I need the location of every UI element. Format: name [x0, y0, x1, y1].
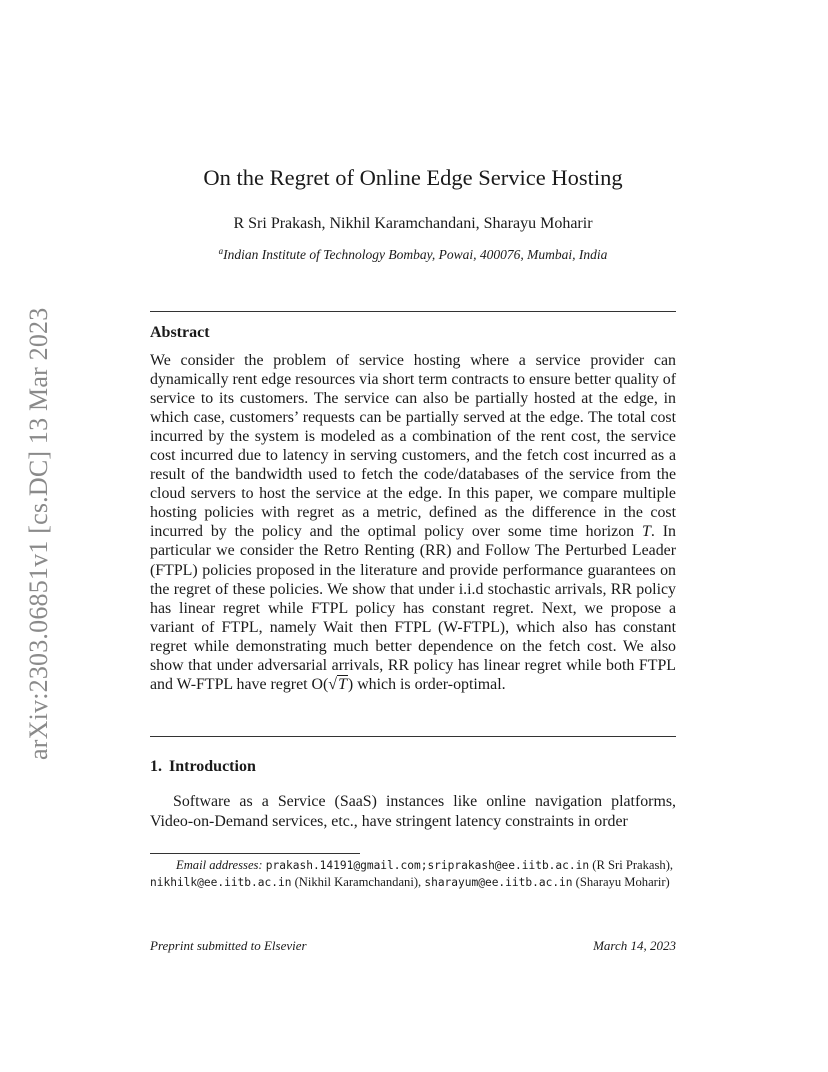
affiliation-text: Indian Institute of Technology Bombay, Powai, 400076, Mumbai, India — [223, 247, 608, 262]
email-prakash[interactable]: prakash.14191@gmail.com;sriprakash@ee.iitb.ac.in — [265, 859, 590, 872]
abstract-top-rule — [150, 311, 676, 312]
preprint-date: March 14, 2023 — [593, 938, 676, 953]
affiliation-marker: a — [218, 246, 224, 256]
footnote-name-nikhil: (Nikhil Karamchandani), — [291, 875, 425, 889]
footnote-name-prakash: (R Sri Prakash), — [589, 858, 674, 872]
footnote-emails — [150, 857, 676, 891]
section-title: Introduction — [169, 758, 256, 775]
paper-title: On the Regret of Online Edge Service Hosting — [203, 165, 623, 190]
abstract-text-part2: . In particular we consider the Retro Renting (RR) and Follow The Perturbed Leader (FTPL) policies proposed in the literature and provide performance guarantees on the regret of these policies. We show that under i.i.d stochastic arrivals, RR policy has linear regret while FTPL policy has constant regret. Next, we propose a variant of FTPL, namely Wait then FTPL (W-FTPL), which also has constant regret while demonstrating much better dependence on the fetch cost. We also show that under adversarial arrivals, RR policy has linear regret while both FTPL and W-FTPL have regret — [150, 523, 676, 693]
footnote-rule — [150, 853, 360, 854]
abstract-text-part3: which is order-optimal. — [353, 675, 506, 693]
footnote-name-sharayu: (Sharayu Moharir) — [572, 875, 670, 889]
bound-suffix: ) — [347, 675, 354, 693]
sqrt-argument: T — [338, 675, 347, 693]
arxiv-identifier: arXiv:2303.06851v1 [cs.DC] 13 Mar 2023 — [24, 307, 53, 760]
abstract-body — [150, 351, 676, 694]
affiliation — [150, 246, 676, 263]
footnote-label: Email addresses: — [176, 858, 263, 872]
bound-prefix: O( — [311, 675, 329, 693]
introduction-paragraph: Software as a Service (SaaS) instances like online navigation platforms, Video-on-Demand services, etc., have stringent latency constraints in order — [150, 793, 676, 830]
email-sharayu[interactable]: sharayum@ee.iitb.ac.in — [424, 876, 573, 889]
abstract-heading: Abstract — [150, 324, 210, 341]
author-list: R Sri Prakash, Nikhil Karamchandani, Sharayu Moharir — [233, 215, 593, 232]
section-heading-introduction — [150, 758, 256, 776]
email-nikhil[interactable]: nikhilk@ee.iitb.ac.in — [150, 876, 292, 889]
abstract-bottom-rule — [150, 736, 676, 737]
abstract-text-part1: We consider the problem of service hosting where a service provider can dynamically rent edge resources via short term contracts to ensure better quality of service to its customers. The service can also be partially hosted at the edge, in which case, customers’ requests can be partially served at the edge. The total cost incurred by the system is modeled as a combination of the rent cost, the service cost incurred due to latency in serving customers, and the fetch cost incurred as a result of the bandwidth used to fetch the code/databases of the service from the cloud servers to host the service at the edge. In this paper, we compare multiple hosting policies with regret as a metric, defined as the difference in the cost incurred by the policy and the optimal policy over some time horizon — [150, 352, 676, 541]
regret-bound — [312, 675, 354, 693]
preprint-note: Preprint submitted to Elsevier — [150, 938, 307, 953]
sqrt-sign: √ — [328, 675, 338, 693]
section-number: 1. — [150, 758, 162, 775]
horizon-symbol: T — [642, 523, 651, 541]
